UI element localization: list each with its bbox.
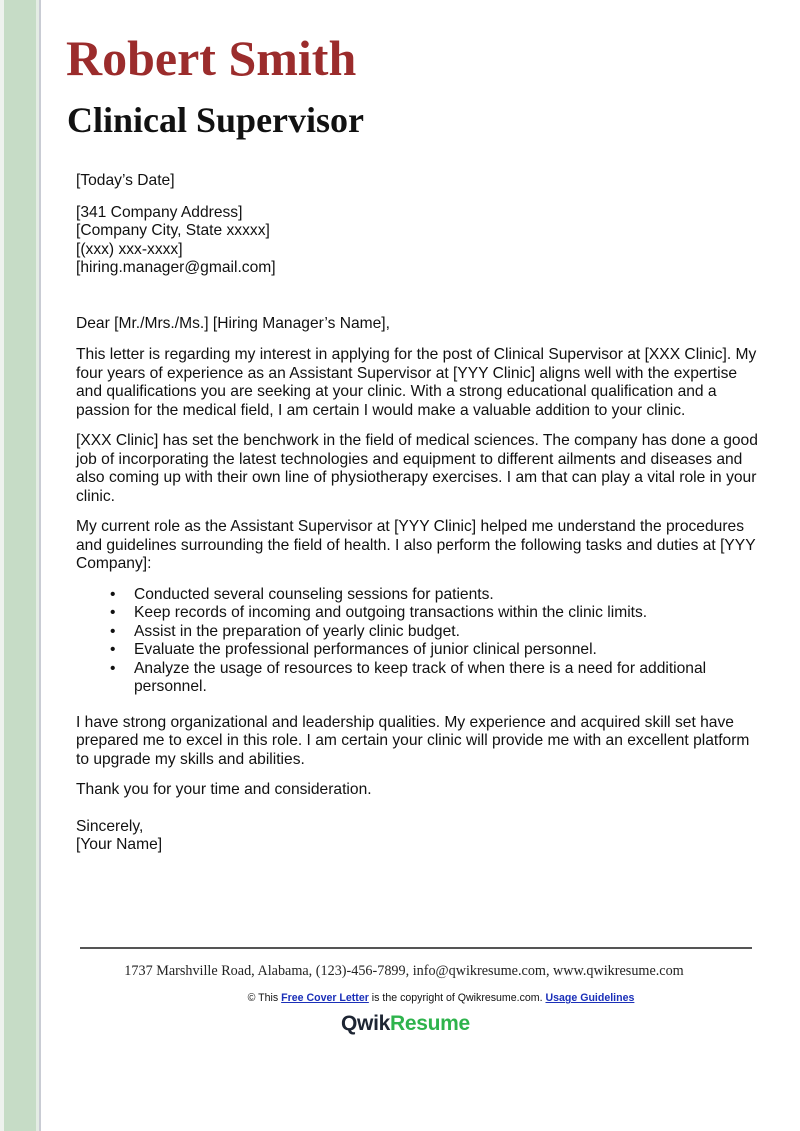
task-list xyxy=(76,586,766,697)
signature: [Your Name] xyxy=(76,836,163,853)
job-title: Clinical Supervisor xyxy=(67,100,365,140)
free-cover-letter-link[interactable]: Free Cover Letter xyxy=(281,992,369,1004)
bullet-icon: • xyxy=(110,659,116,677)
applicant-name: Robert Smith xyxy=(66,30,357,86)
sidebar-divider-line xyxy=(39,0,41,1131)
letter-date: [Today’s Date] xyxy=(76,172,175,189)
logo-text-resume: Resume xyxy=(389,1012,470,1035)
task-list-item xyxy=(76,604,766,623)
bullet-icon: • xyxy=(110,641,116,658)
copyright-middle: is the copyright of Qwikresume.com. xyxy=(368,992,546,1004)
footer-divider xyxy=(80,947,752,949)
logo-text-qwik: Qwik xyxy=(341,1012,390,1035)
sign-off: Sincerely, xyxy=(76,817,144,835)
letter-body xyxy=(76,172,766,855)
paragraph-intro: This letter is regarding my interest in applying for the post of Clinical Supervisor at [XXX Clinic]. My four years of experience as an Assistant Supervisor at [YYY Clinic] aligns well with the expertise and qualifications you are seeking at your clinic. With a strong educational qualification and a passion for the medical field, I am certain I would make a valuable addition to your clinic. xyxy=(76,346,757,419)
task-text: Assist in the preparation of yearly clinic budget. xyxy=(134,622,460,640)
usage-guidelines-link[interactable]: Usage Guidelines xyxy=(545,992,635,1004)
footer-contact-info: 1737 Marshville Road, Alabama, (123)-456-7899, info@qwikresume.com, www.qwikresume.com xyxy=(124,963,684,979)
task-list-item xyxy=(76,586,766,605)
bullet-icon: • xyxy=(110,622,116,640)
salutation: Dear [Mr./Mrs./Ms.] [Hiring Manager’s Name], xyxy=(76,314,390,332)
task-text: Keep records of incoming and outgoing transactions within the clinic limits. xyxy=(134,604,648,621)
address-line: [hiring.manager@gmail.com] xyxy=(76,259,276,276)
task-text: Analyze the usage of resources to keep track of when there is a need for additional personnel. xyxy=(134,659,707,695)
sidebar-accent-bar xyxy=(4,0,36,1131)
task-list-item xyxy=(76,623,766,642)
copyright-prefix: © This xyxy=(247,992,282,1004)
task-text: Conducted several counseling sessions for patients. xyxy=(134,585,494,603)
recipient-address xyxy=(76,204,766,278)
thank-you-line: Thank you for your time and consideration. xyxy=(76,781,372,798)
task-text: Evaluate the professional performances of junior clinical personnel. xyxy=(134,641,597,658)
copyright-notice xyxy=(0,992,800,1004)
address-line: [341 Company Address] xyxy=(76,203,243,221)
paragraph-current-role: My current role as the Assistant Supervisor at [YYY Clinic] helped me understand the procedures and guidelines surrounding the field of health. I also perform the following tasks and duties at [YYY Company]: xyxy=(76,518,756,572)
bullet-icon: • xyxy=(110,585,116,603)
address-line: [Company City, State xxxxx] xyxy=(76,222,270,239)
task-list-item xyxy=(76,660,766,697)
task-list-item xyxy=(76,641,766,660)
bullet-icon: • xyxy=(110,604,116,621)
qwikresume-logo[interactable] xyxy=(341,1012,470,1036)
paragraph-closing: I have strong organizational and leadership qualities. My experience and acquired skill set have prepared me to excel in this role. I am certain your clinic will provide me with an excellent platform to upgrade my skills and abilities. xyxy=(76,713,750,768)
address-line: [(xxx) xxx-xxxx] xyxy=(76,240,183,258)
paragraph-company: [XXX Clinic] has set the benchwork in the field of medical sciences. The company has done a good job of incorporating the latest technologies and equipment to different ailments and diseases and also coming up with their own line of physiotherapy exercises. I am that can play a vital role in your clinic. xyxy=(76,432,758,505)
